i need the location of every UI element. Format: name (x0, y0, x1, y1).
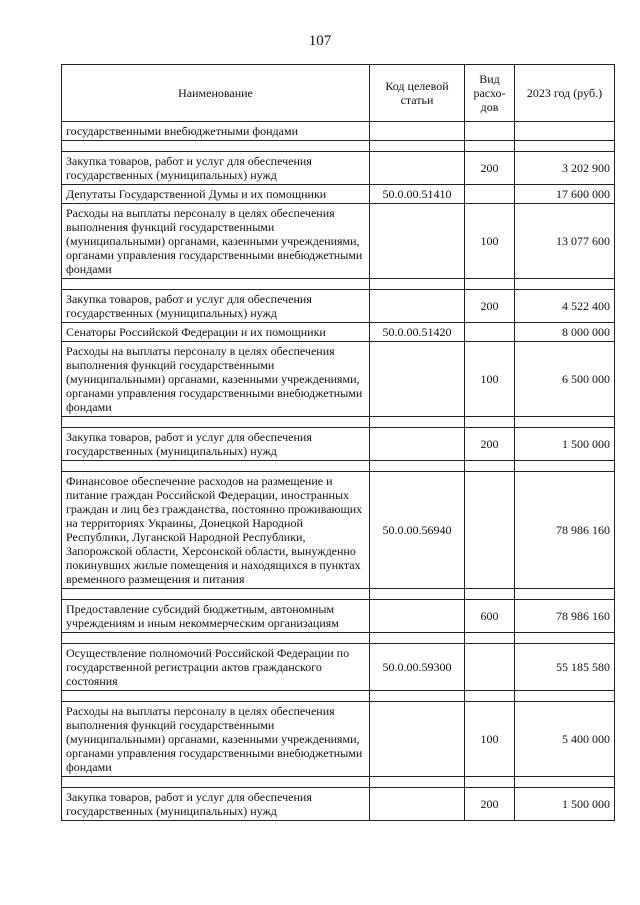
row-code: 50.0.00.59300 (370, 644, 465, 691)
row-name: Расходы на выплаты персоналу в целях обеспечения выполнения функций государственными (муниципальными) органами, казенными учреждениями, органами управления государственными внебюджетными фондами (62, 702, 370, 777)
table-row (62, 122, 615, 141)
row-code (370, 290, 465, 323)
table-row (62, 290, 615, 323)
row-name: Осуществление полномочий Российской Федерации по государственной регистрации актов гражданского состояния (62, 644, 370, 691)
row-amount: 5 400 000 (515, 702, 615, 777)
row-name: Расходы на выплаты персоналу в целях обеспечения выполнения функций государственными (муниципальными) органами, казенными учреждениями, органами управления государственными внебюджетными фондами (62, 342, 370, 417)
row-code (370, 122, 465, 141)
row-name: Закупка товаров, работ и услуг для обеспечения государственных (муниципальных) нужд (62, 788, 370, 821)
row-name: Расходы на выплаты персоналу в целях обеспечения выполнения функций государственными (муниципальными) органами, казенными учреждениями, органами управления государственными внебюджетными фондами (62, 204, 370, 279)
row-amount: 55 185 580 (515, 644, 615, 691)
table-row (62, 152, 615, 185)
row-amount: 78 986 160 (515, 472, 615, 589)
row-amount: 1 500 000 (515, 428, 615, 461)
table-row (62, 342, 615, 417)
header-name: Наименование (62, 65, 370, 122)
row-code (370, 342, 465, 417)
page-number: 107 (308, 33, 332, 49)
row-type: 200 (465, 428, 515, 461)
row-code: 50.0.00.56940 (370, 472, 465, 589)
row-amount: 4 522 400 (515, 290, 615, 323)
row-type (465, 185, 515, 204)
row-separator (62, 141, 615, 152)
row-name: Закупка товаров, работ и услуг для обеспечения государственных (муниципальных) нужд (62, 428, 370, 461)
table-row (62, 185, 615, 204)
row-separator (62, 633, 615, 644)
row-type (465, 644, 515, 691)
row-type: 200 (465, 152, 515, 185)
row-amount: 3 202 900 (515, 152, 615, 185)
table-header-row (62, 65, 615, 122)
row-separator (62, 279, 615, 290)
row-code (370, 702, 465, 777)
row-code (370, 788, 465, 821)
table-row (62, 204, 615, 279)
table-row (62, 702, 615, 777)
row-separator (62, 461, 615, 472)
row-type: 600 (465, 600, 515, 633)
row-amount: 13 077 600 (515, 204, 615, 279)
table-row (62, 788, 615, 821)
row-code (370, 152, 465, 185)
row-amount: 8 000 000 (515, 323, 615, 342)
header-amount: 2023 год (руб.) (515, 65, 615, 122)
row-separator (62, 691, 615, 702)
row-code (370, 600, 465, 633)
row-type: 100 (465, 204, 515, 279)
row-amount: 1 500 000 (515, 788, 615, 821)
row-type: 200 (465, 788, 515, 821)
row-amount: 78 986 160 (515, 600, 615, 633)
row-name: Предоставление субсидий бюджетным, автономным учреждениям и иным некоммерческим организациям (62, 600, 370, 633)
row-name: Закупка товаров, работ и услуг для обеспечения государственных (муниципальных) нужд (62, 290, 370, 323)
row-separator (62, 777, 615, 788)
row-amount: 6 500 000 (515, 342, 615, 417)
row-type (465, 323, 515, 342)
row-name: Финансовое обеспечение расходов на размещение и питание граждан Российской Федерации, иностранных граждан и лиц без гражданства, постоянно проживающих на территориях Украины, Донецкой Народной Республики, Луганской Народной Республики, Запорожской области, Херсонской области, вынужденно покинувших жилые помещения и находящихся в пунктах временного размещения и питания (62, 472, 370, 589)
row-amount: 17 600 000 (515, 185, 615, 204)
row-type: 100 (465, 702, 515, 777)
row-separator (62, 417, 615, 428)
header-type: Вид расхо-дов (465, 65, 515, 122)
table-row (62, 600, 615, 633)
budget-table (61, 64, 615, 821)
row-type (465, 472, 515, 589)
row-code (370, 204, 465, 279)
header-code: Код целевой статьи (370, 65, 465, 122)
row-name: Закупка товаров, работ и услуг для обеспечения государственных (муниципальных) нужд (62, 152, 370, 185)
table-row (62, 644, 615, 691)
table-row (62, 472, 615, 589)
row-type (465, 122, 515, 141)
row-name: Депутаты Государственной Думы и их помощники (62, 185, 370, 204)
table-body (62, 122, 615, 821)
row-code: 50.0.00.51420 (370, 323, 465, 342)
row-type: 200 (465, 290, 515, 323)
table-row (62, 428, 615, 461)
row-code: 50.0.00.51410 (370, 185, 465, 204)
row-name: государственными внебюджетными фондами (62, 122, 370, 141)
row-amount (515, 122, 615, 141)
row-separator (62, 589, 615, 600)
table-row (62, 323, 615, 342)
row-type: 100 (465, 342, 515, 417)
row-name: Сенаторы Российской Федерации и их помощники (62, 323, 370, 342)
row-code (370, 428, 465, 461)
